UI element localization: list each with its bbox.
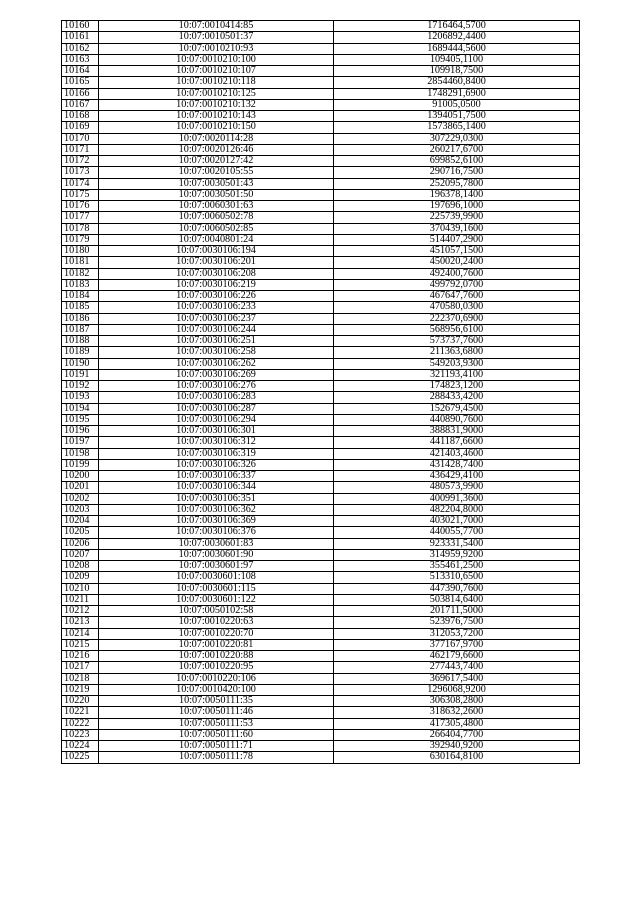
table-row: [62, 561, 580, 572]
cadastral-value-cell: 1689444,5600: [334, 43, 580, 54]
cadastral-number-cell: 10:07:0030106:294: [99, 414, 334, 425]
table-row: [62, 414, 580, 425]
cadastral-value-cell: 321193,4100: [334, 369, 580, 380]
table-row: [62, 628, 580, 639]
cadastral-value-cell: 1748291,6900: [334, 88, 580, 99]
row-number-cell: 10191: [62, 369, 99, 380]
table-row: [62, 471, 580, 482]
table-row: [62, 639, 580, 650]
cadastral-value-cell: 392940,9200: [334, 741, 580, 752]
row-number-cell: 10160: [62, 21, 99, 32]
table-row: [62, 291, 580, 302]
row-number-cell: 10167: [62, 99, 99, 110]
table-row: [62, 347, 580, 358]
row-number-cell: 10216: [62, 651, 99, 662]
row-number-cell: 10162: [62, 43, 99, 54]
cadastral-value-cell: 307229,0300: [334, 133, 580, 144]
row-number-cell: 10179: [62, 234, 99, 245]
cadastral-value-cell: 630164,8100: [334, 752, 580, 763]
row-number-cell: 10166: [62, 88, 99, 99]
cadastral-number-cell: 10:07:0030106:262: [99, 358, 334, 369]
row-number-cell: 10168: [62, 111, 99, 122]
cadastral-number-cell: 10:07:0010210:93: [99, 43, 334, 54]
cadastral-value-cell: 318632,2600: [334, 707, 580, 718]
row-number-cell: 10206: [62, 538, 99, 549]
cadastral-value-cell: 1206892,4400: [334, 32, 580, 43]
table-row: [62, 673, 580, 684]
cadastral-value-cell: 1716464,5700: [334, 21, 580, 32]
cadastral-value-cell: 225739,9900: [334, 212, 580, 223]
row-number-cell: 10177: [62, 212, 99, 223]
table-row: [62, 651, 580, 662]
cadastral-number-cell: 10:07:0030601:83: [99, 538, 334, 549]
cadastral-number-cell: 10:07:0030106:244: [99, 324, 334, 335]
table-row: [62, 426, 580, 437]
cadastral-value-cell: 403021,7000: [334, 516, 580, 527]
table-row: [62, 32, 580, 43]
cadastral-number-cell: 10:07:0030106:233: [99, 302, 334, 313]
table-row: [62, 156, 580, 167]
cadastral-number-cell: 10:07:0050102:58: [99, 606, 334, 617]
cadastral-value-cell: 196378,1400: [334, 189, 580, 200]
row-number-cell: 10185: [62, 302, 99, 313]
table-row: [62, 257, 580, 268]
cadastral-number-cell: 10:07:0020126:46: [99, 144, 334, 155]
cadastral-number-cell: 10:07:0030601:97: [99, 561, 334, 572]
row-number-cell: 10173: [62, 167, 99, 178]
cadastral-number-cell: 10:07:0050111:35: [99, 696, 334, 707]
cadastral-number-cell: 10:07:0030106:326: [99, 459, 334, 470]
cadastral-number-cell: 10:07:0010414:85: [99, 21, 334, 32]
table-row: [62, 77, 580, 88]
table-row: [62, 527, 580, 538]
table-row: [62, 122, 580, 133]
cadastral-number-cell: 10:07:0030106:369: [99, 516, 334, 527]
table-row: [62, 707, 580, 718]
cadastral-value-cell: 1573865,1400: [334, 122, 580, 133]
row-number-cell: 10165: [62, 77, 99, 88]
cadastral-number-cell: 10:07:0030106:301: [99, 426, 334, 437]
cadastral-number-cell: 10:07:0030106:276: [99, 381, 334, 392]
cadastral-number-cell: 10:07:0030106:312: [99, 437, 334, 448]
row-number-cell: 10197: [62, 437, 99, 448]
row-number-cell: 10208: [62, 561, 99, 572]
table-row: [62, 741, 580, 752]
cadastral-value-cell: 549203,9300: [334, 358, 580, 369]
row-number-cell: 10205: [62, 527, 99, 538]
row-number-cell: 10183: [62, 279, 99, 290]
cadastral-value-cell: 1296068,9200: [334, 684, 580, 695]
row-number-cell: 10176: [62, 201, 99, 212]
cadastral-number-cell: 10:07:0010210:132: [99, 99, 334, 110]
cadastral-value-cell: 431428,7400: [334, 459, 580, 470]
cadastral-value-cell: 306308,2800: [334, 696, 580, 707]
cadastral-number-cell: 10:07:0020127:42: [99, 156, 334, 167]
table-row: [62, 212, 580, 223]
row-number-cell: 10195: [62, 414, 99, 425]
table-row: [62, 324, 580, 335]
table-row: [62, 268, 580, 279]
cadastral-value-cell: 492400,7600: [334, 268, 580, 279]
table-row: [62, 594, 580, 605]
cadastral-value-cell: 523976,7500: [334, 617, 580, 628]
cadastral-number-cell: 10:07:0010220:88: [99, 651, 334, 662]
table-row: [62, 448, 580, 459]
cadastral-number-cell: 10:07:0030601:115: [99, 583, 334, 594]
cadastral-value-cell: 277443,7400: [334, 662, 580, 673]
table-row: [62, 459, 580, 470]
cadastral-value-cell: 447390,7600: [334, 583, 580, 594]
row-number-cell: 10218: [62, 673, 99, 684]
row-number-cell: 10189: [62, 347, 99, 358]
cadastral-number-cell: 10:07:0030106:287: [99, 403, 334, 414]
cadastral-number-cell: 10:07:0030106:319: [99, 448, 334, 459]
cadastral-value-cell: 2854460,8400: [334, 77, 580, 88]
cadastral-value-cell: 568956,6100: [334, 324, 580, 335]
cadastral-value-cell: 355461,2500: [334, 561, 580, 572]
cadastral-value-cell: 312053,7200: [334, 628, 580, 639]
table-row: [62, 572, 580, 583]
row-number-cell: 10190: [62, 358, 99, 369]
row-number-cell: 10193: [62, 392, 99, 403]
cadastral-value-cell: 201711,5000: [334, 606, 580, 617]
row-number-cell: 10184: [62, 291, 99, 302]
row-number-cell: 10161: [62, 32, 99, 43]
cadastral-number-cell: 10:07:0010210:125: [99, 88, 334, 99]
row-number-cell: 10182: [62, 268, 99, 279]
cadastral-value-cell: 480573,9900: [334, 482, 580, 493]
row-number-cell: 10207: [62, 549, 99, 560]
row-number-cell: 10198: [62, 448, 99, 459]
cadastral-value-cell: 197696,1000: [334, 201, 580, 212]
cadastral-value-cell: 417305,4800: [334, 718, 580, 729]
table-row: [62, 336, 580, 347]
cadastral-number-cell: 10:07:0060502:78: [99, 212, 334, 223]
cadastral-number-cell: 10:07:0010210:118: [99, 77, 334, 88]
table-row: [62, 392, 580, 403]
row-number-cell: 10196: [62, 426, 99, 437]
table-row: [62, 516, 580, 527]
cadastral-value-cell: 388831,9000: [334, 426, 580, 437]
cadastral-number-cell: 10:07:0010220:106: [99, 673, 334, 684]
cadastral-number-cell: 10:07:0030106:376: [99, 527, 334, 538]
cadastral-value-cell: 440055,7700: [334, 527, 580, 538]
cadastral-number-cell: 10:07:0010210:107: [99, 66, 334, 77]
cadastral-value-cell: 174823,1200: [334, 381, 580, 392]
table-row: [62, 201, 580, 212]
row-number-cell: 10211: [62, 594, 99, 605]
row-number-cell: 10204: [62, 516, 99, 527]
cadastral-number-cell: 10:07:0030106:219: [99, 279, 334, 290]
row-number-cell: 10181: [62, 257, 99, 268]
cadastral-number-cell: 10:07:0020114:28: [99, 133, 334, 144]
cadastral-number-cell: 10:07:0010501:37: [99, 32, 334, 43]
table-row: [62, 178, 580, 189]
cadastral-value-cell: 1394051,7500: [334, 111, 580, 122]
row-number-cell: 10222: [62, 718, 99, 729]
cadastral-value-cell: 109405,1100: [334, 54, 580, 65]
row-number-cell: 10174: [62, 178, 99, 189]
table-row: [62, 403, 580, 414]
table-row: [62, 54, 580, 65]
cadastral-number-cell: 10:07:0030106:258: [99, 347, 334, 358]
cadastral-number-cell: 10:07:0030106:251: [99, 336, 334, 347]
table-row: [62, 189, 580, 200]
row-number-cell: 10199: [62, 459, 99, 470]
cadastral-number-cell: 10:07:0030106:362: [99, 504, 334, 515]
row-number-cell: 10164: [62, 66, 99, 77]
table-row: [62, 493, 580, 504]
cadastral-number-cell: 10:07:0030106:201: [99, 257, 334, 268]
cadastral-number-cell: 10:07:0030106:283: [99, 392, 334, 403]
cadastral-value-cell: 377167,9700: [334, 639, 580, 650]
cadastral-number-cell: 10:07:0030106:337: [99, 471, 334, 482]
cadastral-value-cell: 573737,7600: [334, 336, 580, 347]
table-row: [62, 549, 580, 560]
table-row: [62, 504, 580, 515]
cadastral-value-cell: 211363,6800: [334, 347, 580, 358]
cadastral-number-cell: 10:07:0010220:95: [99, 662, 334, 673]
cadastral-value-cell: 436429,4100: [334, 471, 580, 482]
table-row: [62, 279, 580, 290]
table-row: [62, 223, 580, 234]
row-number-cell: 10169: [62, 122, 99, 133]
row-number-cell: 10225: [62, 752, 99, 763]
row-number-cell: 10192: [62, 381, 99, 392]
row-number-cell: 10209: [62, 572, 99, 583]
row-number-cell: 10221: [62, 707, 99, 718]
cadastral-value-cell: 369617,5400: [334, 673, 580, 684]
cadastral-value-cell: 440890,7600: [334, 414, 580, 425]
cadastral-value-cell: 91005,0500: [334, 99, 580, 110]
cadastral-value-cell: 421403,4600: [334, 448, 580, 459]
table-row: [62, 729, 580, 740]
row-number-cell: 10171: [62, 144, 99, 155]
row-number-cell: 10210: [62, 583, 99, 594]
cadastral-value-cell: 260217,6700: [334, 144, 580, 155]
cadastral-number-cell: 10:07:0030501:43: [99, 178, 334, 189]
table-row: [62, 66, 580, 77]
cadastral-value-cell: 400991,3600: [334, 493, 580, 504]
cadastral-number-cell: 10:07:0030106:351: [99, 493, 334, 504]
table-row: [62, 21, 580, 32]
table-row: [62, 313, 580, 324]
cadastral-number-cell: 10:07:0010420:100: [99, 684, 334, 695]
cadastral-value-cell: 503814,6400: [334, 594, 580, 605]
cadastral-value-cell: 699852,6100: [334, 156, 580, 167]
cadastral-number-cell: 10:07:0050111:71: [99, 741, 334, 752]
cadastral-number-cell: 10:07:0050111:78: [99, 752, 334, 763]
table-row: [62, 369, 580, 380]
cadastral-number-cell: 10:07:0030106:344: [99, 482, 334, 493]
cadastral-value-cell: 109918,7500: [334, 66, 580, 77]
row-number-cell: 10175: [62, 189, 99, 200]
cadastral-value-cell: 370439,1600: [334, 223, 580, 234]
cadastral-value-cell: 482204,8000: [334, 504, 580, 515]
table-row: [62, 133, 580, 144]
cadastral-number-cell: 10:07:0010210:143: [99, 111, 334, 122]
cadastral-value-cell: 513310,6500: [334, 572, 580, 583]
row-number-cell: 10217: [62, 662, 99, 673]
cadastral-number-cell: 10:07:0010220:63: [99, 617, 334, 628]
cadastral-number-cell: 10:07:0050111:53: [99, 718, 334, 729]
cadastral-number-cell: 10:07:0060301:63: [99, 201, 334, 212]
row-number-cell: 10178: [62, 223, 99, 234]
cadastral-value-cell: 222370,6900: [334, 313, 580, 324]
row-number-cell: 10163: [62, 54, 99, 65]
row-number-cell: 10213: [62, 617, 99, 628]
table-row: [62, 302, 580, 313]
table-row: [62, 617, 580, 628]
row-number-cell: 10201: [62, 482, 99, 493]
row-number-cell: 10194: [62, 403, 99, 414]
table-row: [62, 538, 580, 549]
cadastral-number-cell: 10:07:0030601:90: [99, 549, 334, 560]
cadastral-value-cell: 450020,2400: [334, 257, 580, 268]
table-row: [62, 684, 580, 695]
table-row: [62, 696, 580, 707]
cadastral-number-cell: 10:07:0010220:70: [99, 628, 334, 639]
cadastral-value-cell: 451057,1500: [334, 246, 580, 257]
row-number-cell: 10215: [62, 639, 99, 650]
cadastral-number-cell: 10:07:0030106:237: [99, 313, 334, 324]
table-row: [62, 437, 580, 448]
cadastral-number-cell: 10:07:0030501:50: [99, 189, 334, 200]
cadastral-number-cell: 10:07:0030601:108: [99, 572, 334, 583]
cadastral-number-cell: 10:07:0030106:208: [99, 268, 334, 279]
table-row: [62, 111, 580, 122]
cadastral-number-cell: 10:07:0050111:46: [99, 707, 334, 718]
row-number-cell: 10202: [62, 493, 99, 504]
cadastral-value-cell: 462179,6600: [334, 651, 580, 662]
cadastral-number-cell: 10:07:0010210:150: [99, 122, 334, 133]
row-number-cell: 10219: [62, 684, 99, 695]
row-number-cell: 10188: [62, 336, 99, 347]
table-row: [62, 606, 580, 617]
table-row: [62, 358, 580, 369]
cadastral-number-cell: 10:07:0010220:81: [99, 639, 334, 650]
table-row: [62, 752, 580, 763]
table-row: [62, 167, 580, 178]
cadastral-number-cell: 10:07:0010210:100: [99, 54, 334, 65]
table-row: [62, 482, 580, 493]
cadastral-number-cell: 10:07:0030106:269: [99, 369, 334, 380]
cadastral-value-cell: 499792,0700: [334, 279, 580, 290]
table-row: [62, 718, 580, 729]
row-number-cell: 10170: [62, 133, 99, 144]
cadastral-value-cell: 266404,7700: [334, 729, 580, 740]
cadastral-number-cell: 10:07:0020105:55: [99, 167, 334, 178]
table-row: [62, 234, 580, 245]
table-row: [62, 246, 580, 257]
row-number-cell: 10172: [62, 156, 99, 167]
table-row: [62, 144, 580, 155]
row-number-cell: 10200: [62, 471, 99, 482]
row-number-cell: 10187: [62, 324, 99, 335]
cadastral-value-cell: 923331,5400: [334, 538, 580, 549]
row-number-cell: 10223: [62, 729, 99, 740]
cadastral-value-cell: 252095,7800: [334, 178, 580, 189]
cadastral-number-cell: 10:07:0040801:24: [99, 234, 334, 245]
cadastral-number-cell: 10:07:0030106:194: [99, 246, 334, 257]
cadastral-value-table: [61, 20, 580, 764]
cadastral-value-cell: 441187,6600: [334, 437, 580, 448]
row-number-cell: 10212: [62, 606, 99, 617]
cadastral-number-cell: 10:07:0030601:122: [99, 594, 334, 605]
cadastral-value-cell: 467647,7600: [334, 291, 580, 302]
cadastral-value-cell: 152679,4500: [334, 403, 580, 414]
table-row: [62, 583, 580, 594]
table-row: [62, 88, 580, 99]
cadastral-value-cell: 514407,2900: [334, 234, 580, 245]
table-body: [62, 21, 580, 764]
row-number-cell: 10220: [62, 696, 99, 707]
cadastral-number-cell: 10:07:0060502:85: [99, 223, 334, 234]
row-number-cell: 10203: [62, 504, 99, 515]
row-number-cell: 10224: [62, 741, 99, 752]
cadastral-number-cell: 10:07:0030106:226: [99, 291, 334, 302]
cadastral-number-cell: 10:07:0050111:60: [99, 729, 334, 740]
cadastral-value-cell: 314959,9200: [334, 549, 580, 560]
table-row: [62, 662, 580, 673]
row-number-cell: 10180: [62, 246, 99, 257]
cadastral-value-cell: 290716,7500: [334, 167, 580, 178]
table-row: [62, 43, 580, 54]
cadastral-value-cell: 288433,4200: [334, 392, 580, 403]
cadastral-value-cell: 470580,0300: [334, 302, 580, 313]
table-row: [62, 99, 580, 110]
row-number-cell: 10214: [62, 628, 99, 639]
row-number-cell: 10186: [62, 313, 99, 324]
table-row: [62, 381, 580, 392]
